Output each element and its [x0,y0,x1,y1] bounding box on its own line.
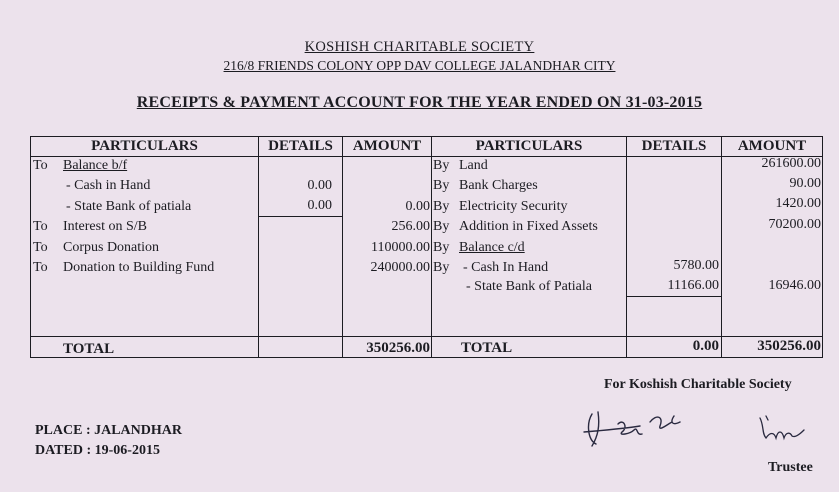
receipt-amount: 110000.00 [371,240,430,255]
payment-prefix: By [433,240,450,255]
place: PLACE : JALANDHAR [35,423,182,438]
payment-prefix: By [433,199,450,214]
payment-label-balance-cd: Balance c/d [459,240,525,255]
receipt-label: Donation to Building Fund [63,260,215,275]
receipt-label: Interest on S/B [63,219,147,234]
col-header-right-amount: AMOUNT [737,138,807,154]
total-rule [30,336,823,337]
receipt-prefix: To [33,158,48,173]
payment-label: Bank Charges [459,178,538,193]
for-society-line: For Koshish Charitable Society [604,377,792,392]
payment-amount: 261600.00 [761,156,821,171]
receipt-label-balance-bf: Balance b/f [63,158,128,173]
total-amount-right: 350256.00 [757,338,821,354]
col-header-right-details: DETAILS [641,138,707,154]
payment-amount: 1420.00 [775,196,821,211]
trustee-label: Trustee [768,460,813,475]
report-title: RECEIPTS & PAYMENT ACCOUNT FOR THE YEAR ENDED ON 31-03-2015 [136,94,703,111]
total-details-right: 0.00 [692,338,719,354]
payment-prefix: By [433,260,450,275]
receipt-label: - Cash in Hand [66,178,151,193]
total-label-right: TOTAL [461,340,513,356]
receipt-amount: 256.00 [391,219,430,234]
payment-amount: 70200.00 [768,217,821,232]
organization-name: KOSHISH CHARITABLE SOCIETY [304,39,535,55]
col-header-left-amount: AMOUNT [352,138,422,154]
receipt-amount: 0.00 [405,199,430,214]
payment-label: Addition in Fixed Assets [459,219,598,234]
header-rule [30,156,823,157]
dated: DATED : 19-06-2015 [35,443,160,458]
column-divider [431,136,432,358]
signature-2 [752,412,812,446]
payment-details: 5780.00 [673,258,719,273]
column-divider [258,136,259,358]
receipt-label: Corpus Donation [63,240,160,255]
details-subtotal-rule [258,216,342,217]
receipt-amount: 240000.00 [370,260,430,275]
col-header-right-particulars: PARTICULARS [475,138,583,154]
organization-address: 216/8 FRIENDS COLONY OPP DAV COLLEGE JALANDHAR CITY [223,58,616,73]
signature-1 [578,402,698,452]
receipt-prefix: To [33,219,48,234]
receipt-prefix: To [33,240,48,255]
payment-details: 11166.00 [667,278,719,293]
payment-amount: 16946.00 [768,278,821,293]
payment-prefix: By [433,178,450,193]
payment-label: Electricity Security [459,199,568,214]
total-amount-left: 350256.00 [366,340,430,356]
column-divider [626,136,627,358]
total-label-left: TOTAL [63,341,115,357]
payment-label: - Cash In Hand [463,260,549,275]
payment-label: Land [459,158,488,173]
receipt-prefix: To [33,260,48,275]
col-header-left-details: DETAILS [268,138,333,154]
receipt-details: 0.00 [307,198,332,213]
details-subtotal-rule [626,296,721,297]
payment-prefix: By [433,158,450,173]
payment-prefix: By [433,219,450,234]
payment-amount: 90.00 [789,176,821,191]
col-header-left-particulars: PARTICULARS [91,138,198,154]
payment-label: - State Bank of Patiala [466,279,592,294]
receipt-details: 0.00 [307,178,332,193]
receipt-label: - State Bank of patiala [66,199,192,214]
